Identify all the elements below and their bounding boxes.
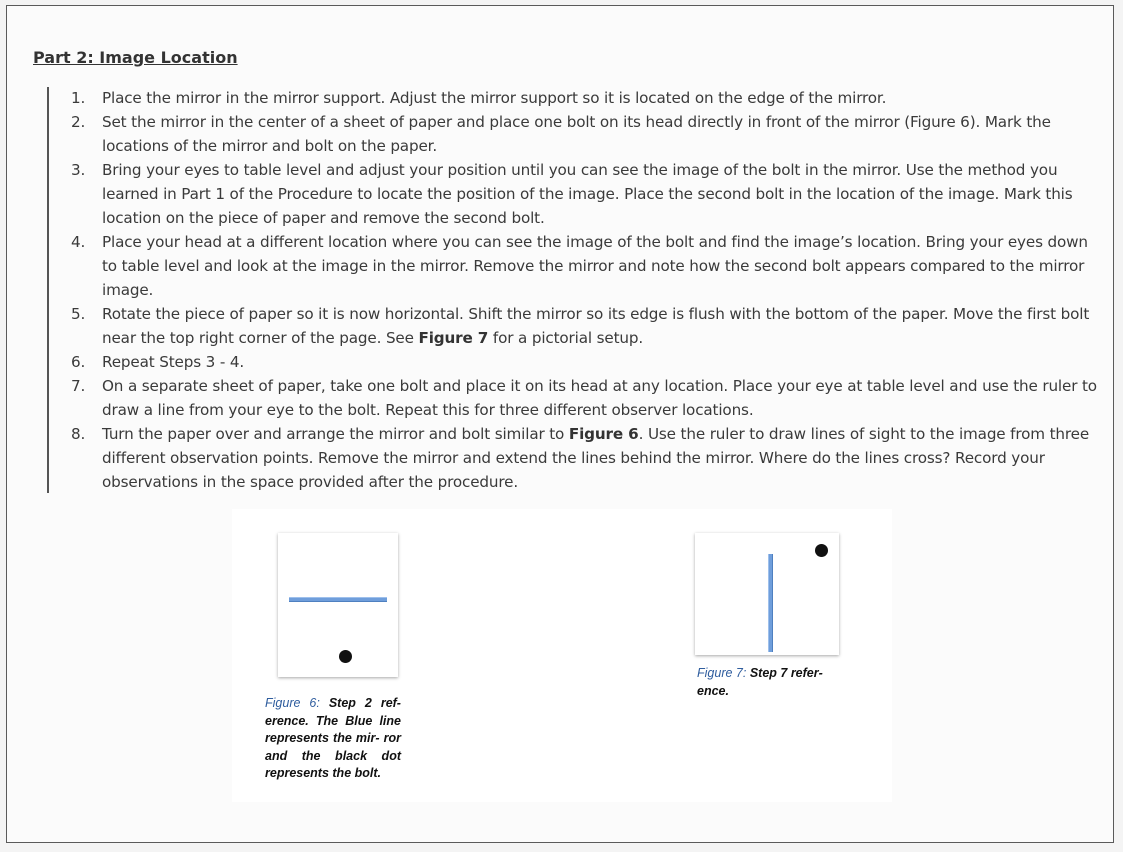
procedure-steps xyxy=(68,86,1098,494)
figure-7-label: Figure 7: xyxy=(697,666,747,680)
step-number: 2. xyxy=(71,113,86,131)
step-number: 8. xyxy=(71,425,86,443)
bolt-dot xyxy=(339,650,352,663)
figure-7-reference: Figure 7 xyxy=(418,329,489,347)
figure-6-diagram xyxy=(278,533,398,677)
step-number: 4. xyxy=(71,233,86,251)
mirror-line xyxy=(768,554,773,652)
step-item xyxy=(68,422,1098,494)
step-text: On a separate sheet of paper, take one bolt and place it on its head at any location. Place your eye at table level and use the ruler to draw a line from your eye to the bolt. Repeat this for three different observer locations. xyxy=(102,377,1097,419)
step-text-after: for a pictorial setup. xyxy=(488,329,644,347)
caption-line: Step 2 ref- xyxy=(328,696,401,710)
step-number: 6. xyxy=(71,353,86,371)
section-heading: Part 2: Image Location xyxy=(33,48,238,67)
list-side-rule xyxy=(47,87,49,493)
step-text-before: Turn the paper over and arrange the mirror and bolt similar to xyxy=(102,425,569,443)
step-text-after: . Use the ruler to draw lines of sight to the image from three different observation points. Remove the mirror and extend the lines behind the mirror. Where do the lines cross? Record your observations in the space provided after the procedure. xyxy=(102,425,1090,491)
figure-6-label: Figure 6: xyxy=(265,696,320,710)
step-item xyxy=(68,158,1098,230)
bolt-dot xyxy=(815,544,828,557)
caption-line: ence. xyxy=(697,683,729,698)
figure-7-diagram xyxy=(695,533,839,655)
step-text-before: Rotate the piece of paper so it is now horizontal. Shift the mirror so its edge is flush with the bottom of the paper. Move the first bolt near the top right corner of the page. See xyxy=(102,305,1090,347)
figure-6-caption xyxy=(265,695,401,783)
document-frame xyxy=(6,5,1114,843)
step-number: 5. xyxy=(71,305,86,323)
step-item xyxy=(68,230,1098,302)
step-item xyxy=(68,86,1098,110)
caption-line: represents the mir- xyxy=(265,731,380,745)
step-text: Place the mirror in the mirror support. Adjust the mirror support so it is located on the edge of the mirror. xyxy=(102,89,887,107)
step-text: Place your head at a different location where you can see the image of the bolt and find the image’s location. Bring your eyes down to table level and look at the image in the mirror. Remove the mirror and note how the second bolt appears compared to the mirror image. xyxy=(102,233,1088,299)
figure-6-reference: Figure 6 xyxy=(568,425,639,443)
figure-7-caption xyxy=(697,665,847,700)
step-item xyxy=(68,110,1098,158)
step-number: 3. xyxy=(71,161,86,179)
step-text: Bring your eyes to table level and adjust your position until you can see the image of the bolt in the mirror. Use the method you learned in Part 1 of the Procedure to locate the position of the image. Place the second bolt in the location of the image. Mark this location on the piece of paper and remove the second bolt. xyxy=(102,161,1073,227)
step-number: 7. xyxy=(71,377,86,395)
caption-line: Step 7 refer- xyxy=(749,666,823,680)
figures-panel xyxy=(232,509,892,802)
step-number: 1. xyxy=(71,89,86,107)
caption-line: represents the bolt. xyxy=(265,766,381,780)
step-item xyxy=(68,302,1098,350)
step-item xyxy=(68,374,1098,422)
mirror-line xyxy=(289,597,387,602)
step-item xyxy=(68,350,1098,374)
step-text: Set the mirror in the center of a sheet of paper and place one bolt on its head directly in front of the mirror (Figure 6). Mark the locations of the mirror and bolt on the paper. xyxy=(102,113,1051,155)
caption-line: ror and the black dot xyxy=(265,731,401,763)
caption-line: erence. The Blue line xyxy=(265,713,401,728)
step-text: Repeat Steps 3 - 4. xyxy=(102,353,245,371)
